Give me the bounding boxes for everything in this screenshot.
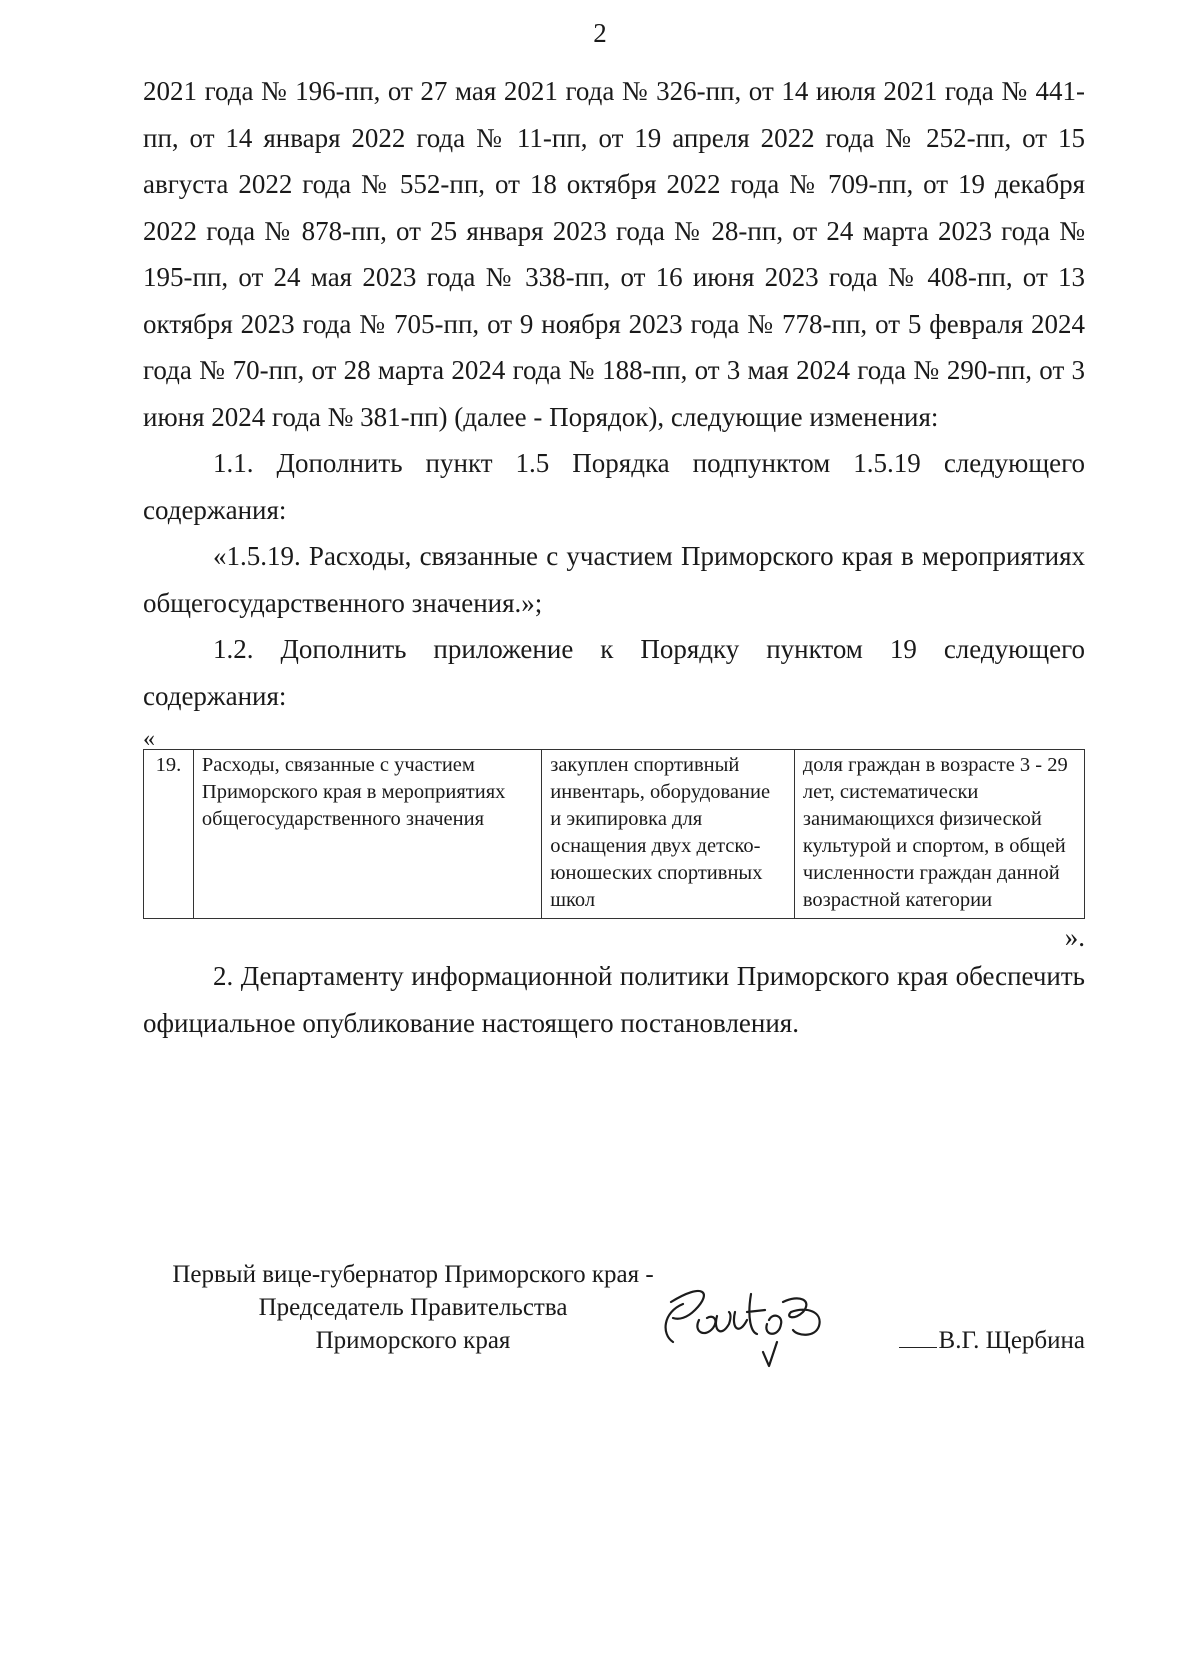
table-close-quote: ». [1064, 922, 1085, 952]
table-cell-number: 19. [144, 750, 194, 919]
paragraph-item-1-1: 1.1. Дополнить пункт 1.5 Порядка подпунктом 1.5.19 следующего содержания: [143, 448, 1085, 525]
table-cell-expense: Расходы, связанные с участием Приморского края в мероприятиях общегосударственного значения [193, 750, 541, 919]
paragraph-subitem-1-5-19: «1.5.19. Расходы, связанные с участием Приморского края в мероприятиях общегосударственного значения.»; [143, 541, 1085, 618]
signatory-title-line: Первый вице-губернатор Приморского края - [172, 1261, 654, 1288]
table-cell-result: закуплен спортивный инвентарь, оборудование и экипировка для оснащения двух детско-юношеских спортивных школ [542, 750, 795, 919]
paragraph-item-2: 2. Департаменту информационной политики Приморского края обеспечить официальное опубликование настоящего постановления. [143, 961, 1085, 1038]
signatory-name: В.Г. Щербина [938, 1327, 1085, 1354]
paragraph-item-1-2: 1.2. Дополнить приложение к Порядку пунктом 19 следующего содержания: [143, 634, 1085, 711]
signatory-title-line: Председатель Правительства [258, 1294, 568, 1321]
document-body [143, 68, 1085, 1046]
table-cell-indicator: доля граждан в возрасте 3 - 29 лет, систематически занимающихся физической культурой и спортом, в общей численности граждан данной возрастной категории [794, 750, 1084, 919]
paragraph-amendments-list: 2021 года № 196-пп, от 27 мая 2021 года № 326-пп, от 14 июля 2021 года № 441-пп, от 14 января 2022 года № 11-пп, от 19 апреля 2022 года № 252-пп, от 15 августа 2022 года № 552-пп, от 18 октября 2022 года № 709-пп, от 19 декабря 2022 года № 878-пп, от 25 января 2023 года № 28-пп, от 24 марта 2023 года № 195-пп, от 24 мая 2023 года № 338-пп, от 16 июня 2023 года № 408-пп, от 13 октября 2023 года № 705-пп, от 9 ноября 2023 года № 778-пп, от 5 февраля 2024 года № 70-пп, от 28 марта 2024 года № 188-пп, от 3 мая 2024 года № 290-пп, от 3 июня 2024 года № 381-пп) (далее - Порядок), следующие изменения: [143, 76, 1085, 432]
signatory-name-row [899, 1324, 1085, 1357]
signature-underline [899, 1347, 937, 1348]
amendment-table [143, 749, 1085, 919]
handwritten-signature [643, 1272, 883, 1382]
page-number: 2 [593, 18, 607, 48]
signatory-title [143, 1258, 683, 1357]
table-row [144, 750, 1085, 919]
table-open-quote: « [143, 726, 155, 752]
signature-block [143, 1258, 1085, 1368]
signatory-title-line: Приморского края [315, 1327, 511, 1354]
